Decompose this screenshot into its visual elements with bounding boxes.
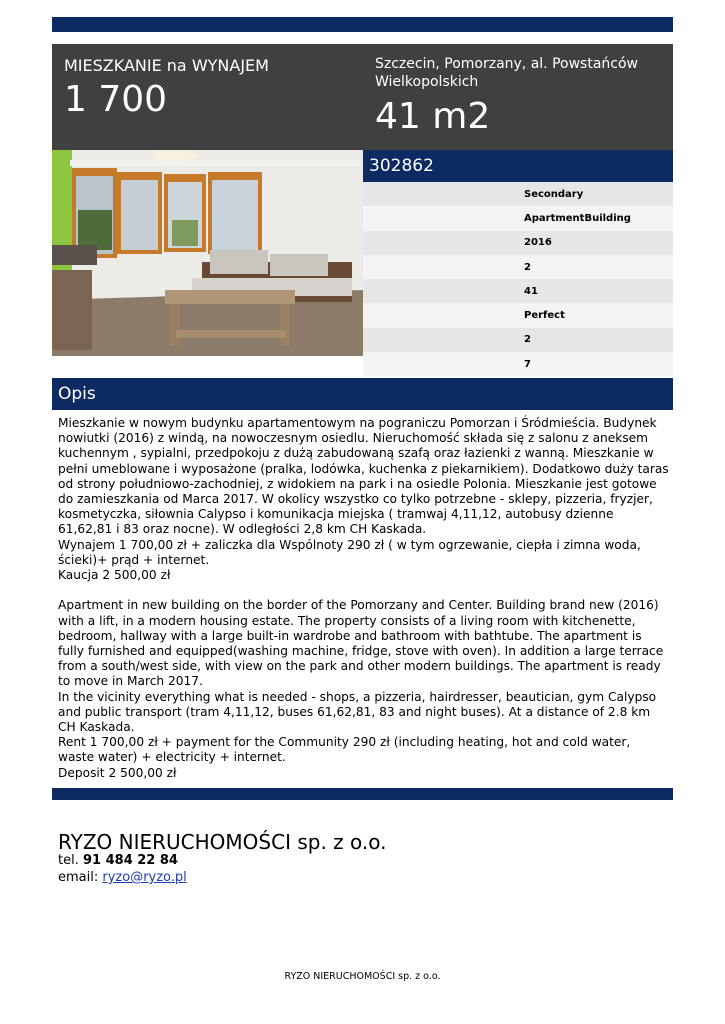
contact-phone [58, 853, 178, 869]
details-value: Secondary [524, 188, 584, 200]
listing-id: 302862 [363, 150, 673, 182]
details-row [363, 279, 673, 303]
details-table [363, 182, 673, 376]
phone-number[interactable]: 91 484 22 84 [82, 853, 178, 868]
details-value: 41 [524, 285, 538, 297]
details-row [363, 303, 673, 327]
details-value: 2 [524, 334, 531, 346]
description-heading: Opis [52, 378, 673, 410]
contact-email [58, 870, 187, 886]
header-right [375, 55, 665, 139]
details-value: 7 [524, 358, 531, 370]
details-value: Perfect [524, 310, 565, 322]
description-text: Mieszkanie w nowym budynku apartamentowym na pograniczu Pomorzan i Śródmieścia. Budynek nowiutki (2016) z windą, na nowoczesnym osiedlu. Nieruchomość składa się z salonu z aneksem kuchennym , sypialni, przedpokoju z dużą zabudowaną szafą oraz łazienki z wanną. Mieszkanie w pełni umeblowane i wyposażone (pralka, lodówka, kuchenka z piekarnikiem). Dodatkowo duży taras od strony południowo-zachodniej, z widokiem na park i na osiedle Polonia. Mieszkanie jest gotowe do zamieszkania od Marca 2017. W okolicy wszystko co tylko potrzebne - sklepy, pizzeria, fryzjer, kosmetyczka, siłownia Calypso i komunikacja miejska ( tramwaj 4,11,12, autobusy dzienne 61,62,81 i 83 oraz nocne). W odległości 2,8 km CH Kaskada. Wynajem 1 700,00 zł + zaliczka dla Wspólnoty 290 zł ( w tym ogrzewanie, ciepła i zimna woda, ścieki)+ prąd + internet. Kaucja 2 500,00 zł Apartment in new building on the border of the Pomorzany and Center. Building brand new (2016) with a lift, in a modern housing estate. The property consists of a living room with kitchenette, bedroom, hallway with a large built-in wardrobe and bathroom with bathtube. The apartment is fully furnished and equipped(washing machine, fridge, stove with oven). In addition a large terrace from a south/west side, with view on the park and other modern buildings. The apartment is ready to move in March 2017. In the vicinity everything what is needed - shops, a pizzeria, hairdresser, beautician, gym Calypso and public transport (tram 4,11,12, buses 61,62,81, 83 and night buses). At a distance of 2.8 km CH Kaskada. Rent 1 700,00 zł + payment for the Community 290 zł (including heating, hot and cold water, waste water) + electricity + internet. Deposit 2 500,00 zł [58, 416, 669, 780]
header-left [64, 56, 269, 122]
email-link[interactable]: ryzo@ryzo.pl [102, 870, 187, 885]
listing-type: MIESZKANIE na WYNAJEM [64, 56, 269, 75]
listing-header [52, 44, 673, 150]
details-row [363, 328, 673, 352]
page-footer: RYZO NIERUCHOMOŚCI sp. z o.o. [284, 971, 441, 982]
details-row [363, 352, 673, 376]
listing-area: 41 m2 [375, 96, 491, 137]
details-row [363, 255, 673, 279]
bottom-accent-bar [52, 788, 673, 800]
details-row [363, 182, 673, 206]
details-value: ApartmentBuilding [524, 212, 631, 224]
details-value: 2 [524, 261, 531, 273]
details-row [363, 231, 673, 255]
phone-label: tel. [58, 853, 79, 868]
apartment-photo [52, 150, 363, 356]
company-name: RYZO NIERUCHOMOŚCI sp. z o.o. [58, 830, 387, 854]
details-value: 2016 [524, 237, 552, 249]
email-label: email: [58, 870, 99, 885]
details-row [363, 206, 673, 230]
listing-address: Szczecin, Pomorzany, al. Powstańców Wielkopolskich [375, 56, 638, 90]
listing-price: 1 700 [64, 79, 168, 120]
top-accent-bar [52, 17, 673, 32]
